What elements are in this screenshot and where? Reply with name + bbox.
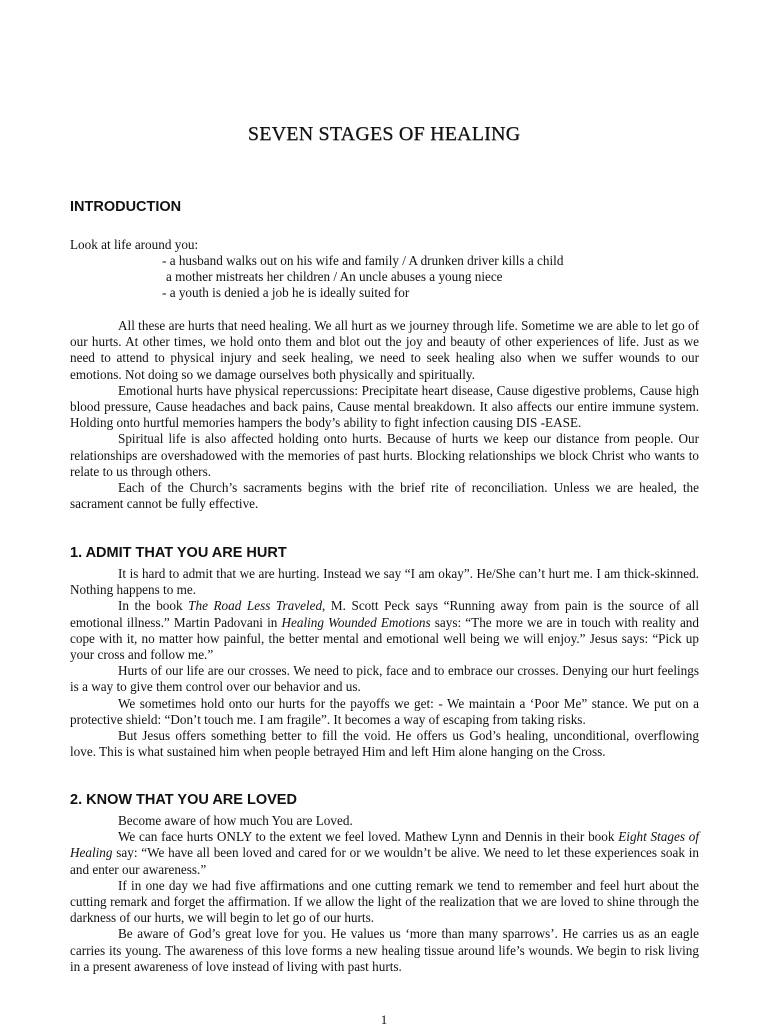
- list-item: - a youth is denied a job he is ideally suited for: [162, 285, 410, 301]
- paragraph: Become aware of how much You are Loved.: [118, 813, 353, 828]
- section-1-body: [70, 566, 699, 760]
- paragraph: Hurts of our life are our crosses. We need to pick, face and to embrace our crosses. Denying our hurt feelings is a way to give them control over our behavior and us.: [70, 663, 699, 695]
- page-title: SEVEN STAGES OF HEALING: [247, 123, 521, 145]
- paragraph: We can face hurts ONLY to the extent we feel loved. Mathew Lynn and Dennis in their book Eight Stages of Healing say: “We have all been loved and cared for or we wouldn’t be alive. We need to let these experiences soak in and enter our awareness.”: [70, 829, 699, 877]
- paragraph: It is hard to admit that we are hurting. Instead we say “I am okay”. He/She can’t hurt me. I am thick-skinned. Nothing happens to me.: [70, 566, 699, 598]
- book-title: Eight Stages of Healing: [70, 829, 699, 861]
- paragraph: We sometimes hold onto our hurts for the payoffs we get: - We maintain a ‘Poor Me” stance. We put on a protective shield: “Don’t touch me. I am fragile”. It becomes a way of escaping from taking risks.: [70, 695, 699, 727]
- intro-list: [162, 253, 563, 302]
- paragraph: Be aware of God’s great love for you. He values us ‘more than many sparrows’. He carries us as an eagle carries its young. The awareness of this love forms a new healing tissue around life’s wounds. We begin to risk living in a present awareness of love instead of living with past hurts.: [70, 926, 699, 974]
- list-item: a mother mistreats her children / An uncle abuses a young niece: [166, 269, 503, 285]
- section-2-heading: 2. KNOW THAT YOU ARE LOVED: [70, 792, 297, 808]
- section-2-body: [70, 813, 699, 975]
- paragraph: All these are hurts that need healing. We all hurt as we journey through life. Sometime we are able to let go of our hurts. At other times, we hold onto them and blot out the joy and beauty of other experiences of life. Just as we need to attend to physical injury and seek healing, we need to seek healing also when we suffer wounds to our emotions. Not doing so we damage ourselves both physically and spiritually.: [70, 318, 699, 382]
- introduction-heading: INTRODUCTION: [70, 199, 182, 215]
- paragraph: Each of the Church’s sacraments begins with the brief rite of reconciliation. Unless we are healed, the sacrament cannot be fully effective.: [70, 480, 699, 512]
- section-1-heading: 1. ADMIT THAT YOU ARE HURT: [70, 545, 287, 561]
- book-title: The Road Less Traveled: [188, 598, 323, 614]
- paragraph: Emotional hurts have physical repercussions: Precipitate heart disease, Cause digestive problems, Cause high blood pressure, Cause headaches and back pains, Cause mental breakdown. It also affects our entire immune system. Holding onto hurtful memories hampers the body’s ability to fight infection causing DIS -EASE.: [70, 382, 699, 431]
- paragraph: If in one day we had five affirmations and one cutting remark we tend to remember and feel hurt about the cutting remark and forget the affirmation. If we allow the light of the realization that we are loved to shine through the darkness of our hurts, we will begin to let go of our hurts.: [70, 877, 699, 926]
- paragraph: But Jesus offers something better to fill the void. He offers us God’s healing, unconditional, overflowing love. This is what sustained him when people betrayed Him and left Him alone hanging on the Cross.: [70, 728, 699, 760]
- book-title: Healing Wounded Emotions: [281, 614, 431, 630]
- introduction-body: [70, 318, 699, 512]
- list-item: - a husband walks out on his wife and family / A drunken driver kills a child: [162, 253, 564, 268]
- paragraph: Spiritual life is also affected holding onto hurts. Because of hurts we keep our distance from people. Our relationships are overshadowed with the memories of past hurts. Blocking relationships we block Christ who wants to relate to us through others.: [70, 431, 699, 479]
- paragraph: In the book The Road Less Traveled, M. Scott Peck says “Running away from pain is the source of all emotional illness.” Martin Padovani in Healing Wounded Emotions says: “The more we are in touch with reality and cope with it, no matter how painful, the better mental and emotional well being we will enjoy.” Jesus says: “Pick up your cross and follow me.”: [70, 598, 699, 663]
- intro-lead: Look at life around you:: [70, 237, 199, 252]
- page-number: 1: [380, 1012, 388, 1027]
